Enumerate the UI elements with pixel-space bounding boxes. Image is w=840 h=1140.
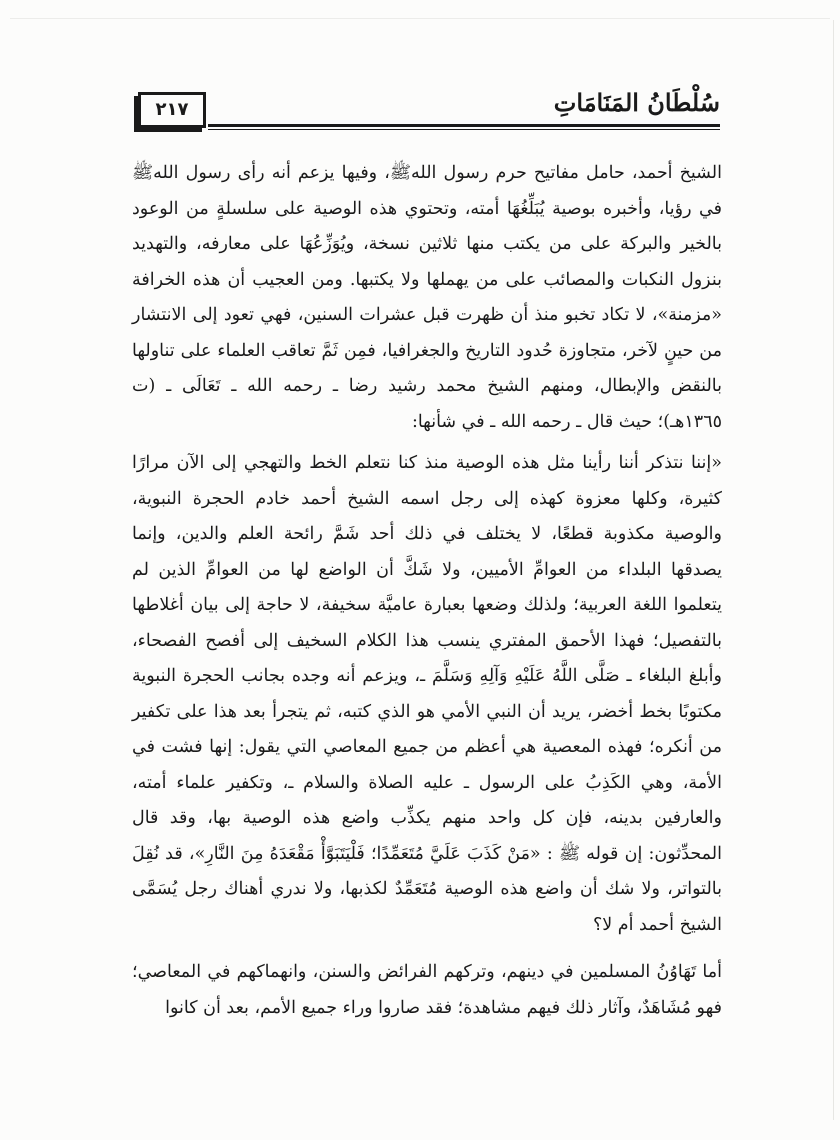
page-edge-top [10,18,830,19]
paragraph-continuation: أما تَهَاوُنُ المسلمين في دينهم، وتركهم الفرائض والسنن، وانهماكهم في المعاصي؛ فهو مُشَاهَدٌ، وآثار ذلك فيهم مشاهدة؛ فقد صاروا وراء جميع الأمم، بعد أن كانوا [132,962,722,1018]
paragraph-quote: «إننا نتذكر أننا رأينا مثل هذه الوصية منذ كنا نتعلم الخط والتهجي إلى الآن مرارًا كثيرة، وكلها معزوة كهذه إلى رجل اسمه الشيخ أحمد خادم الحجرة النبوية، والوصية مكذوبة قطعًا، لا يختلف في ذلك أحد شَمَّ رائحة العلم والدين، وإنما يصدقها البلداء من العوامِّ الأميين، ولا شَكَّ أن الواضع لها من العوامِّ الذين لم يتعلموا اللغة العربية؛ ولذلك وضعها بعبارة عاميَّة سخيفة، لا حاجة إلى بيان أغلاطها بالتفصيل؛ فهذا الأحمق المفتري ينسب هذا الكلام السخيف إلى أفصح الفصحاء، وأبلغ البلغاء ـ صَلَّى اللَّهُ عَلَيْهِ وَآلِهِ وَسَلَّمَ ـ، ويزعم أنه وجده بجانب الحجرة النبوية مكتوبًا بخط أخضر، يريد أن النبي الأمي هو الذي كتبه، ثم يتجرأ بعد هذا على تكفير من أنكره؛ فهذه المعصية هي أعظم من جميع المعاصي التي يقول: إنها فشت في الأمة، وهي الكَذِبُ على الرسول ـ عليه الصلاة والسلام ـ، وتكفير علماء أمته، والعارفين بدينه، فإن كل واحد منهم يكذِّب واضع هذه الوصية بها، وقد قال المحدِّثون: إن قوله ﷺ : «مَنْ كَذَبَ عَلَيَّ مُتَعَمِّدًا؛ فَلْيَتَبَوَّأْ مَقْعَدَهُ مِنَ النَّارِ»، قد نُقِلَ بالتواتر، ولا شك أن واضع هذه الوصية مُتَعَمِّدٌ لكذبها، ولا ندري أهناك رجل يُسَمَّى الشيخ أحمد أم لا؟ [132,453,722,935]
header-rule [208,124,720,127]
header-rule-thin [208,129,720,130]
paragraph-intro: الشيخ أحمد، حامل مفاتيح حرم رسول اللهﷺ، وفيها يزعم أنه رأى رسول اللهﷺ في رؤيا، وأخبره بوصية يُبَلِّغُهَا أمته، وتحتوي هذه الوصية على سلسلةٍ من الوعود بالخير والبركة على من يكتب منها ثلاثين نسخة، ويُوَزِّعُهَا على معارفه، والتهديد بنزول النكبات والمصائب على من يهملها ولا يكتبها. ومن العجيب أن هذه الخرافة «مزمنة»، لا تكاد تخبو منذ أن ظهرت قبل عشرات السنين، فهي تعود إلى الانتشار من حينٍ لآخر، متجاوزة حُدود التاريخ والجغرافيا، فمِن ثَمَّ تعاقب العلماء على تناولها بالنقض والإبطال، ومنهم الشيخ محمد رشيد رضا ـ رحمه الله ـ تَعَالَى ـ (ت ١٣٦٥هـ)؛ حيث قال ـ رحمه الله ـ في شأنها: [132,163,722,432]
page-number: ٢١٧ [138,92,206,128]
page-edge-right [833,20,834,1120]
book-title: سُلْطَانُ المَنَامَاتِ [553,88,720,117]
running-header [130,82,720,140]
main-text [132,156,722,1026]
